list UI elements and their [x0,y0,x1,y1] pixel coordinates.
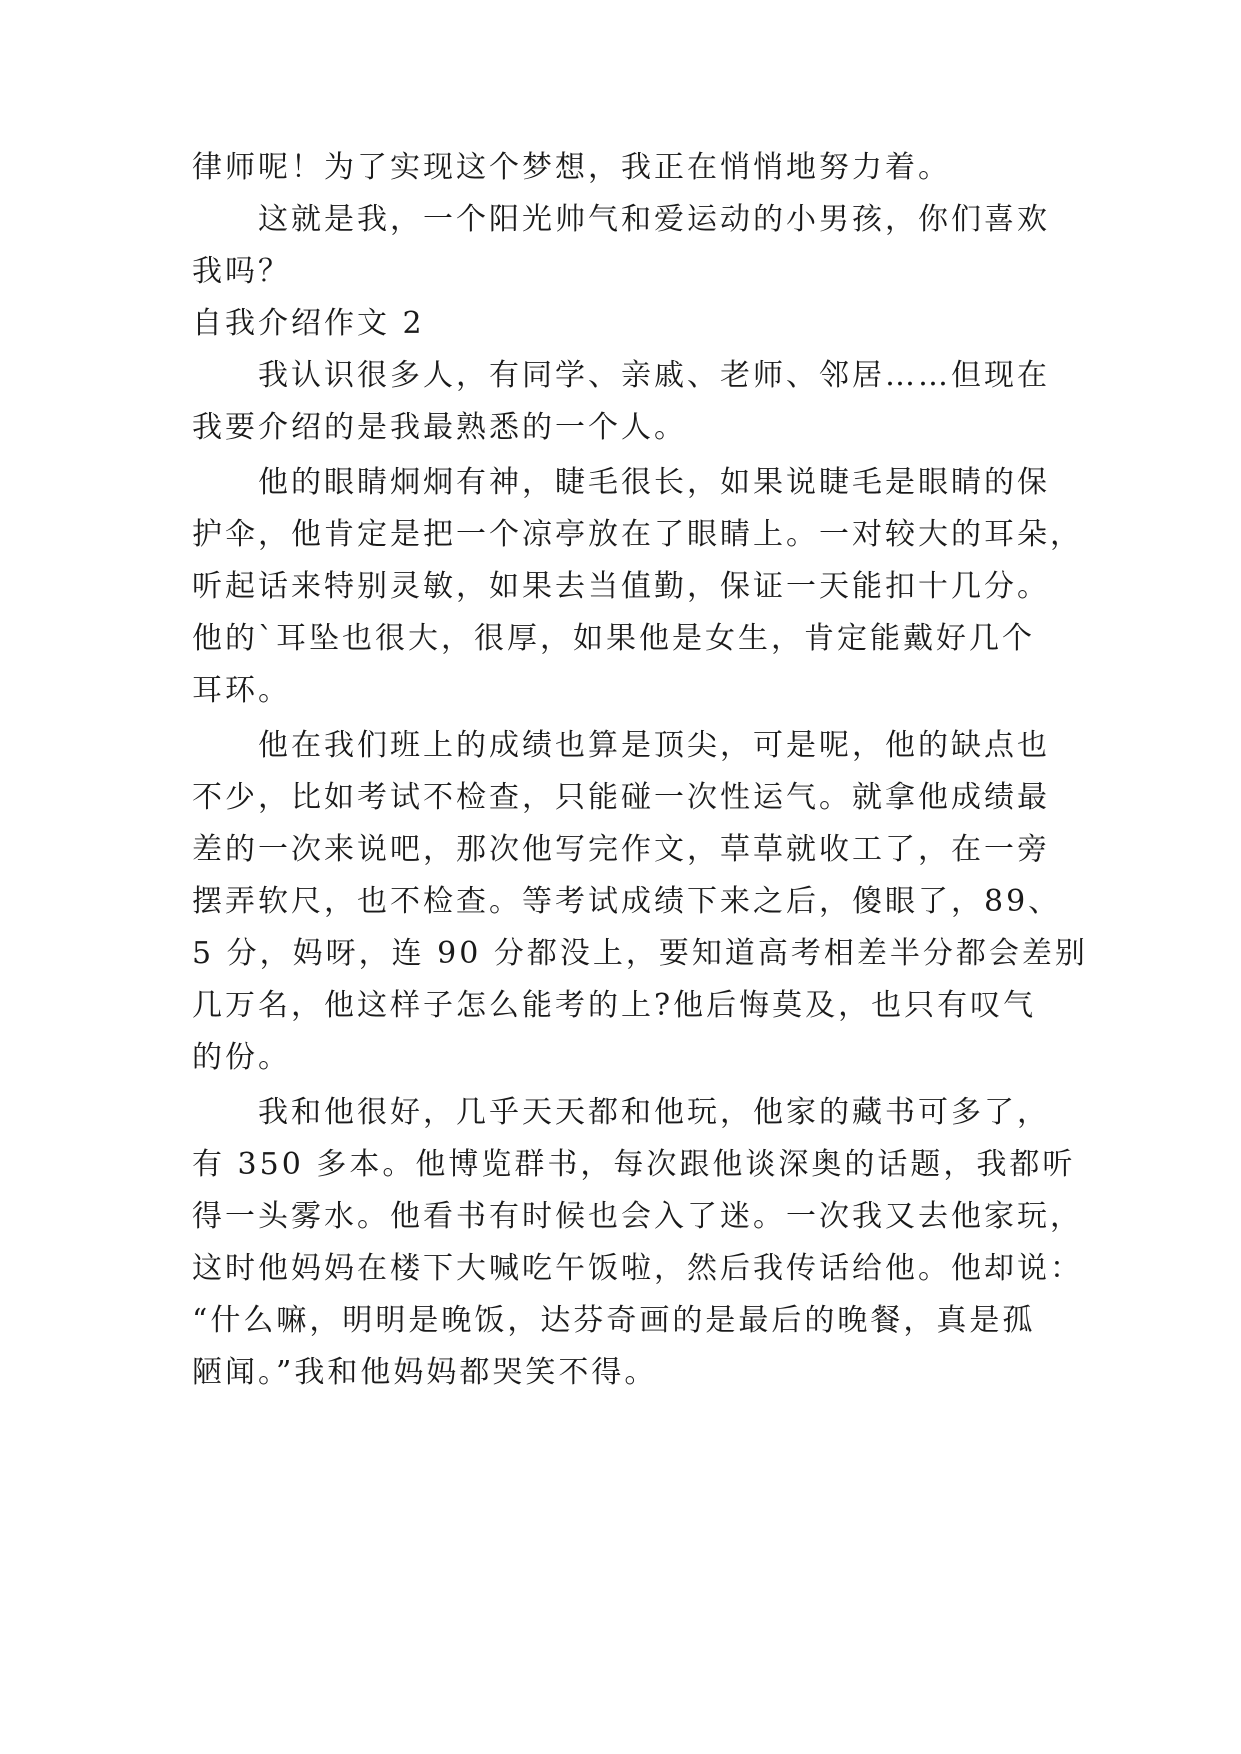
text-line-23: “什么嘛，明明是晚饭，达芬奇画的是最后的晚餐，真是孤 [192,1303,1036,1338]
paragraph-start-line-7: 他的眼睛炯炯有神，睫毛很长，如果说睫毛是眼睛的保 [258,465,1050,500]
text-line-24: 陋闻。”我和他妈妈都哭笑不得。 [192,1355,658,1390]
text-line-8: 护伞，他肯定是把一个凉亭放在了眼睛上。一对较大的耳朵， [192,517,1083,552]
text-line-18: 的份。 [192,1040,291,1075]
text-line-14: 差的一次来说吧，那次他写完作文，草草就收工了，在一旁 [192,832,1050,867]
paragraph-start-line-2: 这就是我，一个阳光帅气和爱运动的小男孩，你们喜欢 [258,202,1050,237]
text-line-3: 我吗？ [192,254,291,289]
text-line-6: 我要介绍的是我最熟悉的一个人。 [192,410,687,445]
text-line-15: 摆弄软尺，也不检查。等考试成绩下来之后，傻眼了，89、 [192,884,1062,919]
text-line-22: 这时他妈妈在楼下大喊吃午饭啦，然后我传话给他。他却说： [192,1251,1083,1286]
text-line-9: 听起话来特别灵敏，如果去当值勤，保证一天能扣十几分。 [192,569,1050,604]
text-line-17: 几万名，他这样子怎么能考的上?他后悔莫及，也只有叹气 [192,988,1037,1023]
paragraph-start-line-12: 他在我们班上的成绩也算是顶尖，可是呢，他的缺点也 [258,728,1050,763]
text-line-16: 5 分，妈呀，连 90 分都没上，要知道高考相差半分都会差别 [192,936,1088,971]
section-heading: 自我介绍作文 2 [192,306,425,341]
text-line-1: 律师呢！为了实现这个梦想，我正在悄悄地努力着。 [192,150,951,185]
text-line-13: 不少，比如考试不检查，只能碰一次性运气。就拿他成绩最 [192,780,1050,815]
paragraph-start-line-5: 我认识很多人，有同学、亲戚、老师、邻居……但现在 [258,358,1050,393]
text-line-21: 得一头雾水。他看书有时候也会入了迷。一次我又去他家玩， [192,1199,1083,1234]
text-line-20: 有 350 多本。他博览群书，每次跟他谈深奥的话题，我都听 [192,1147,1076,1182]
text-line-11: 耳环。 [192,673,291,708]
paragraph-start-line-19: 我和他很好，几乎天天都和他玩，他家的藏书可多了， [258,1095,1050,1130]
text-line-10: 他的`耳坠也很大，很厚，如果他是女生，肯定能戴好几个 [192,621,1035,656]
